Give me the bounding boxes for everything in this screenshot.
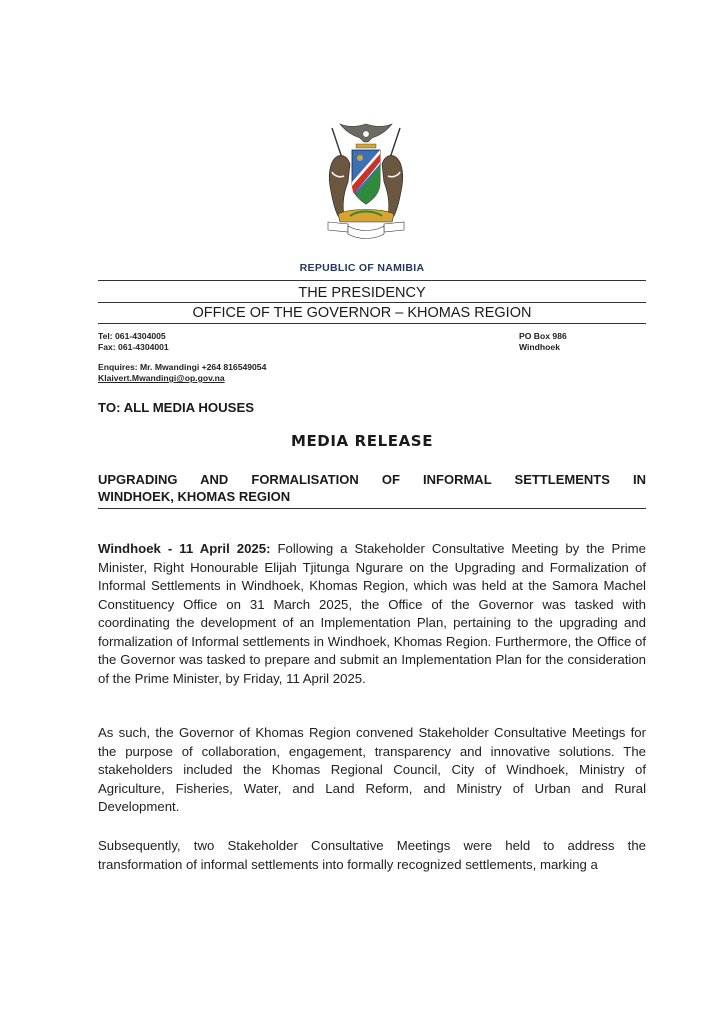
shield-icon — [352, 150, 380, 204]
addressee: TO: ALL MEDIA HOUSES — [98, 400, 255, 415]
city: Windhoek — [519, 341, 560, 352]
phone-fax-block — [98, 331, 169, 352]
release-label: MEDIA RELEASE — [290, 432, 434, 450]
po-box: PO Box 986 — [519, 331, 567, 341]
motto-banner — [328, 222, 404, 239]
postal-address-block — [519, 331, 567, 352]
headline-line-1: UPGRADING AND FORMALISATION OF INFORMAL SETTLEMENTS IN — [98, 472, 646, 487]
oryx-right-icon — [382, 128, 403, 216]
headline-rule — [98, 508, 646, 509]
namibia-coat-of-arms — [320, 120, 412, 242]
eagle-icon — [340, 124, 392, 142]
paragraph-1 — [98, 540, 646, 688]
office-name: OFFICE OF THE GOVERNOR – KHOMAS REGION — [192, 305, 532, 321]
dateline: Windhoek - 11 April 2025: — [98, 541, 271, 556]
institution-name: THE PRESIDENCY — [298, 285, 426, 301]
enquiries-contact: Enquires: Mr. Mwandingi +264 816549054 — [98, 362, 267, 372]
header-rule-bottom — [98, 323, 646, 324]
enquiries-block — [98, 362, 266, 384]
paragraph-3: Subsequently, two Stakeholder Consultative Meetings were held to address the transformation of informal settlements into formally recognized settlements, marking a — [98, 838, 646, 872]
header-rule-middle — [98, 302, 646, 303]
paragraph-2: As such, the Governor of Khomas Region convened Stakeholder Consultative Meetings for the purpose of collaboration, engagement, transparency and innovative solutions. The stakeholders included the Khomas Regional Council, City of Windhoek, Ministry of Agriculture, Fisheries, Water, and Land Reform, and Ministry of Urban and Rural Development. — [98, 725, 646, 814]
fax: Fax: 061-4304001 — [98, 341, 169, 352]
header-rule-top — [98, 280, 646, 281]
headline-line-2: WINDHOEK, KHOMAS REGION — [98, 488, 291, 504]
country-name: REPUBLIC OF NAMIBIA — [299, 262, 425, 274]
paragraph-1-text: Following a Stakeholder Consultative Meeting by the Prime Minister, Right Honourable Elijah Tjitunga Ngurare on the Upgrading and Formalization of Informal Settlements in Windhoek, Khomas Region, which was held at the Samora Machel Constituency Office on 31 March 2025, the Office of the Governor was tasked with coordinating the development of an Implementation Plan, pertaining to the upgrading and formalization of Informal settlements in Windhoek, Khomas Region. Furthermore, the Office of the Governor was tasked to prepare and submit an Implementation Plan for the consideration of the Prime Minister, by Friday, 11 April 2025. — [98, 541, 646, 686]
oryx-left-icon — [329, 128, 350, 216]
telephone: Tel: 061-4304005 — [98, 331, 166, 341]
email-link[interactable]: Klaivert.Mwandingi@op.gov.na — [98, 373, 225, 383]
release-headline — [98, 472, 646, 505]
diadem-icon — [356, 144, 376, 148]
